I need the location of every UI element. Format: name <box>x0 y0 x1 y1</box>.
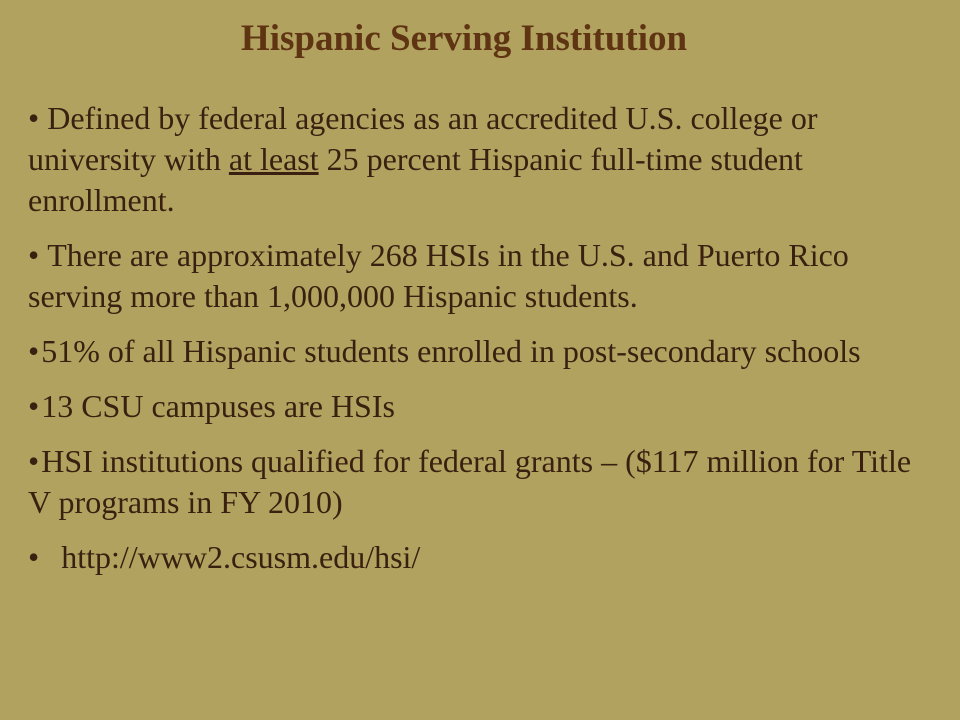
hsi-link[interactable]: http://www2.csusm.edu/hsi/ <box>61 539 421 575</box>
bullet-icon: • <box>28 333 40 369</box>
bullet-text: 51% of all Hispanic students enrolled in post-secondary schools <box>41 333 861 369</box>
definition-text-end: 25 percent Hispanic full-time student enrollment. <box>28 141 803 218</box>
bullet-icon: • <box>28 100 40 136</box>
bullet-item-count <box>28 235 933 317</box>
bullet-item-link <box>28 537 933 578</box>
slide-title: Hispanic Serving Institution <box>240 18 688 59</box>
bullet-text: 13 CSU campuses are HSIs <box>41 388 395 424</box>
bullet-icon: • <box>28 443 40 479</box>
bullet-item-percentage <box>28 331 933 372</box>
bullet-icon: • <box>28 237 40 273</box>
bullet-icon: • <box>28 539 40 575</box>
bullet-text: HSI institutions qualified for federal grants – ($117 million for Title V programs in FY 2010) <box>28 443 912 520</box>
definition-underlined-text: at least <box>228 141 319 177</box>
bullet-list <box>28 98 933 592</box>
bullet-icon: • <box>28 388 40 424</box>
bullet-text: There are approximately 268 HSIs in the U.S. and Puerto Rico serving more than 1,000,000 Hispanic students. <box>28 237 849 314</box>
bullet-item-definition <box>28 98 933 221</box>
bullet-item-grants <box>28 441 933 523</box>
bullet-item-csu <box>28 386 933 427</box>
definition-text-start: Defined by federal agencies as an accredited U.S. college or university with <box>28 100 818 177</box>
